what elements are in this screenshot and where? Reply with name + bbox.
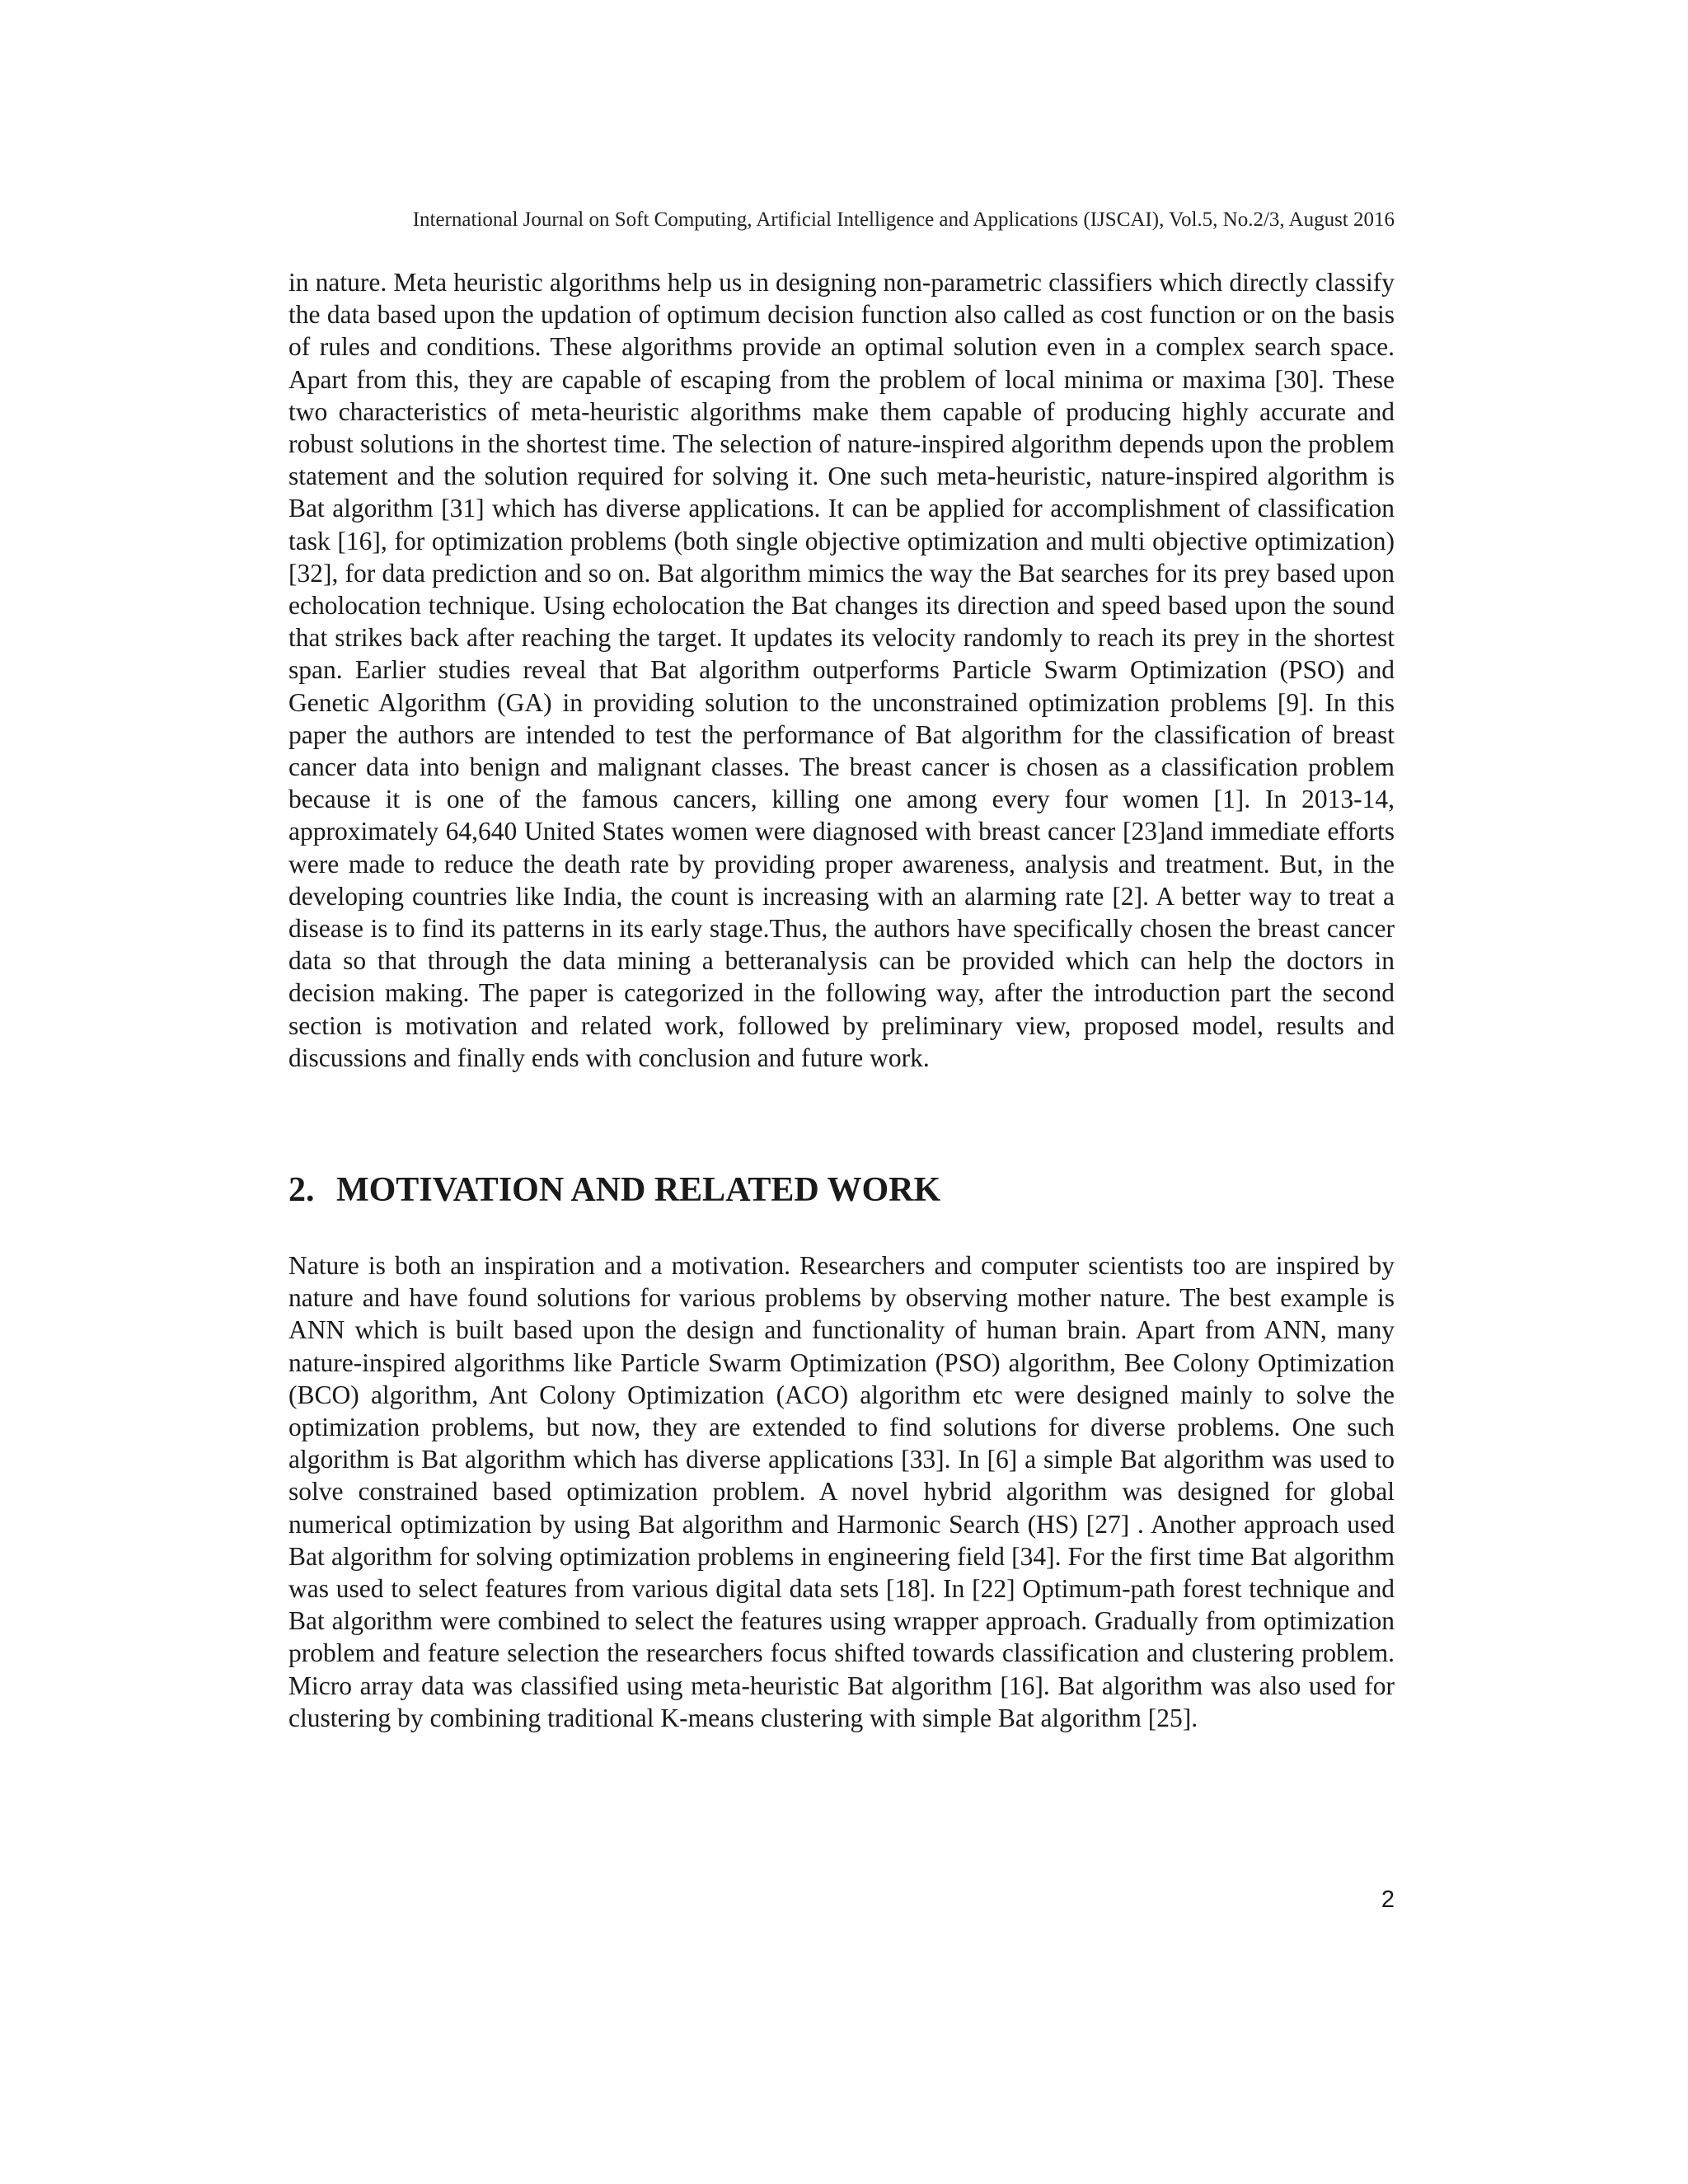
page-number: 2 bbox=[1381, 1886, 1395, 1913]
section-title: MOTIVATION AND RELATED WORK bbox=[336, 1171, 941, 1209]
section-number: 2. bbox=[288, 1171, 315, 1209]
running-header: International Journal on Soft Computing, Artificial Intelligence and Applications (IJSCAI), Vol.5, No.2/3, August 2016 bbox=[412, 209, 1395, 231]
section-heading bbox=[288, 1165, 940, 1215]
section-2-paragraph: Nature is both an inspiration and a motivation. Researchers and computer scientists too are inspired by nature and have found solutions for various problems by observing mother nature. The best example is ANN which is built based upon the design and functionality of human brain. Apart from ANN, many nature-inspired algorithms like Particle Swarm Optimization (PSO) algorithm, Bee Colony Optimization (BCO) algorithm, Ant Colony Optimization (ACO) algorithm etc were designed mainly to solve the optimization problems, but now, they are extended to find solutions for diverse problems. One such algorithm is Bat algorithm which has diverse applications [33]. In [6] a simple Bat algorithm was used to solve constrained based optimization problem. A novel hybrid algorithm was designed for global numerical optimization by using Bat algorithm and Harmonic Search (HS) [27] . Another approach used Bat algorithm for solving optimization problems in engineering field [34]. For the first time Bat algorithm was used to select features from various digital data sets [18]. In [22] Optimum-path forest technique and Bat algorithm were combined to select the features using wrapper approach. Gradually from optimization problem and feature selection the researchers focus shifted towards classification and clustering problem. Micro array data was classified using meta-heuristic Bat algorithm [16]. Bat algorithm was also used for clustering by combining traditional K-means clustering with simple Bat algorithm [25]. bbox=[288, 1251, 1395, 1732]
intro-continuation-paragraph: in nature. Meta heuristic algorithms help us in designing non-parametric classifiers which directly classify the data based upon the updation of optimum decision function also called as cost function or on the basis of rules and conditions. These algorithms provide an optimal solution even in a complex search space. Apart from this, they are capable of escaping from the problem of local minima or maxima [30]. These two characteristics of meta-heuristic algorithms make them capable of producing highly accurate and robust solutions in the shortest time. The selection of nature-inspired algorithm depends upon the problem statement and the solution required for solving it. One such meta-heuristic, nature-inspired algorithm is Bat algorithm [31] which has diverse applications. It can be applied for accomplishment of classification task [16], for optimization problems (both single objective optimization and multi objective optimization) [32], for data prediction and so on. Bat algorithm mimics the way the Bat searches for its prey based upon echolocation technique. Using echolocation the Bat changes its direction and speed based upon the sound that strikes back after reaching the target. It updates its velocity randomly to reach its prey in the shortest span. Earlier studies reveal that Bat algorithm outperforms Particle Swarm Optimization (PSO) and Genetic Algorithm (GA) in providing solution to the unconstrained optimization problems [9]. In this paper the authors are intended to test the performance of Bat algorithm for the classification of breast cancer data into benign and malignant classes. The breast cancer is chosen as a classification problem because it is one of the famous cancers, killing one among every four women [1]. In 2013-14, approximately 64,640 United States women were diagnosed with breast cancer [23]and immediate efforts were made to reduce the death rate by providing proper awareness, analysis and treatment. But, in the developing countries like India, the count is increasing with an alarming rate [2]. A better way to treat a disease is to find its patterns in its early stage.Thus, the authors have specifically chosen the breast cancer data so that through the data mining a betteranalysis can be provided which can help the doctors in decision making. The paper is categorized in the following way, after the introduction part the second section is motivation and related work, followed by preliminary view, proposed model, results and discussions and finally ends with conclusion and future work. bbox=[288, 268, 1395, 1072]
